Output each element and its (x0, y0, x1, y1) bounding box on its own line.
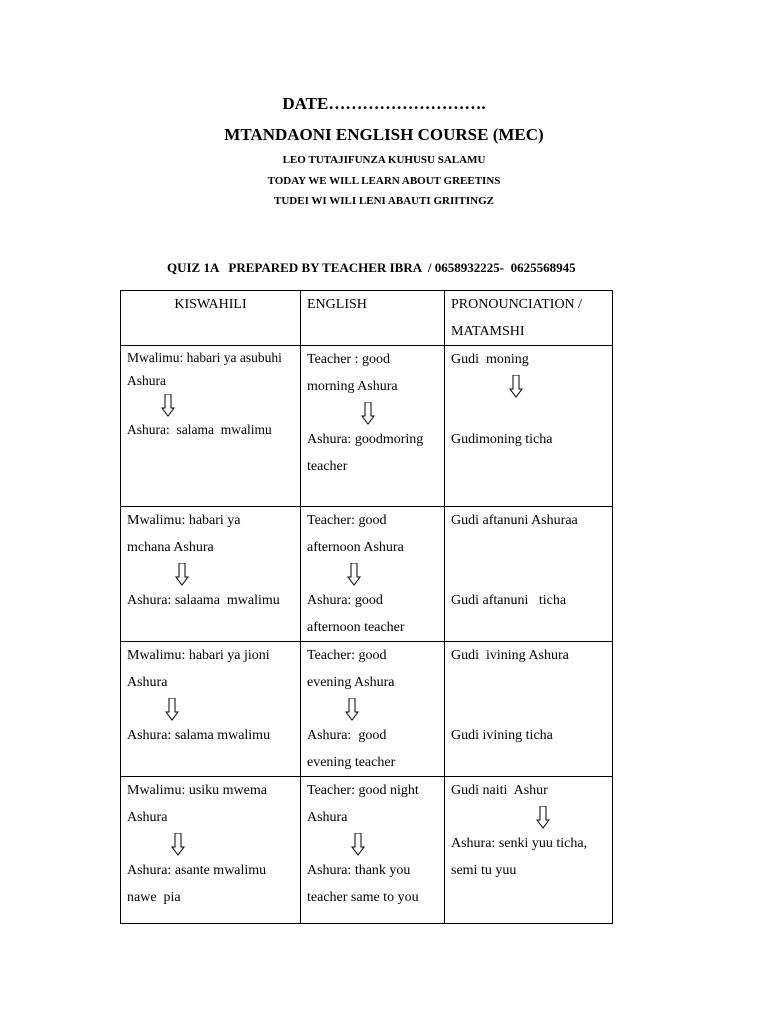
pronunciation-cell: Gudi moning Gudimoning ticha (445, 346, 613, 507)
pronunciation-cell: Gudi naiti Ashur Ashura: senki yuu ticha, semi tu yuu (445, 777, 613, 924)
document-title: MTANDAONI ENGLISH COURSE (MEC) (224, 125, 544, 144)
english-cell: Teacher : good morning Ashura Ashura: goodmoring teacher (301, 346, 445, 507)
table-row (121, 346, 613, 507)
down-arrow-icon (127, 561, 294, 587)
down-arrow-icon (127, 392, 294, 417)
greetings-table (120, 290, 613, 924)
down-arrow-icon (127, 831, 294, 857)
pronunciation-cell: Gudi ivining Ashura Gudi ivining ticha (445, 642, 613, 777)
subtitle-swahili: LEO TUTAJIFUNZA KUHUSU SALAMU (282, 154, 486, 166)
english-cell: Teacher: good evening Ashura Ashura: good evening teacher (301, 642, 445, 777)
table-row (121, 507, 613, 642)
pronunciation-cell: Gudi aftanuni Ashuraa Gudi aftanuni ticha (445, 507, 613, 642)
column-header-kiswahili: KISWAHILI (121, 291, 301, 346)
kiswahili-cell: Mwalimu: habari ya mchana Ashura Ashura: salaama mwalimu (121, 507, 301, 642)
column-header-english: ENGLISH (301, 291, 445, 346)
english-cell: Teacher: good night Ashura Ashura: thank you teacher same to you (301, 777, 445, 924)
down-arrow-icon (307, 561, 438, 587)
down-arrow-icon (307, 696, 438, 722)
table-row (121, 777, 613, 924)
table-row (121, 642, 613, 777)
subtitle-pronunciation: TUDEI WI WILI LENI ABAUTI GRIITINGZ (274, 195, 494, 207)
subtitle-english: TODAY WE WILL LEARN ABOUT GREETINS (267, 175, 501, 187)
kiswahili-cell: Mwalimu: habari ya asubuhi Ashura Ashura: salama mwalimu (121, 346, 301, 507)
down-arrow-icon (451, 373, 606, 399)
date-line: DATE………………………. (282, 94, 486, 113)
down-arrow-icon (451, 804, 606, 830)
down-arrow-icon (307, 400, 438, 426)
english-cell: Teacher: good afternoon Ashura Ashura: good afternoon teacher (301, 507, 445, 642)
table-header-row (121, 291, 613, 346)
column-header-pronunciation: PRONOUNCIATION / MATAMSHI (445, 291, 613, 346)
kiswahili-cell: Mwalimu: usiku mwema Ashura Ashura: asante mwalimu nawe pia (121, 777, 301, 924)
kiswahili-cell: Mwalimu: habari ya jioni Ashura Ashura: salama mwalimu (121, 642, 301, 777)
quiz-heading: QUIZ 1A PREPARED BY TEACHER IBRA / 0658932225- 0625568945 (167, 260, 576, 275)
down-arrow-icon (307, 831, 438, 857)
down-arrow-icon (127, 696, 294, 722)
